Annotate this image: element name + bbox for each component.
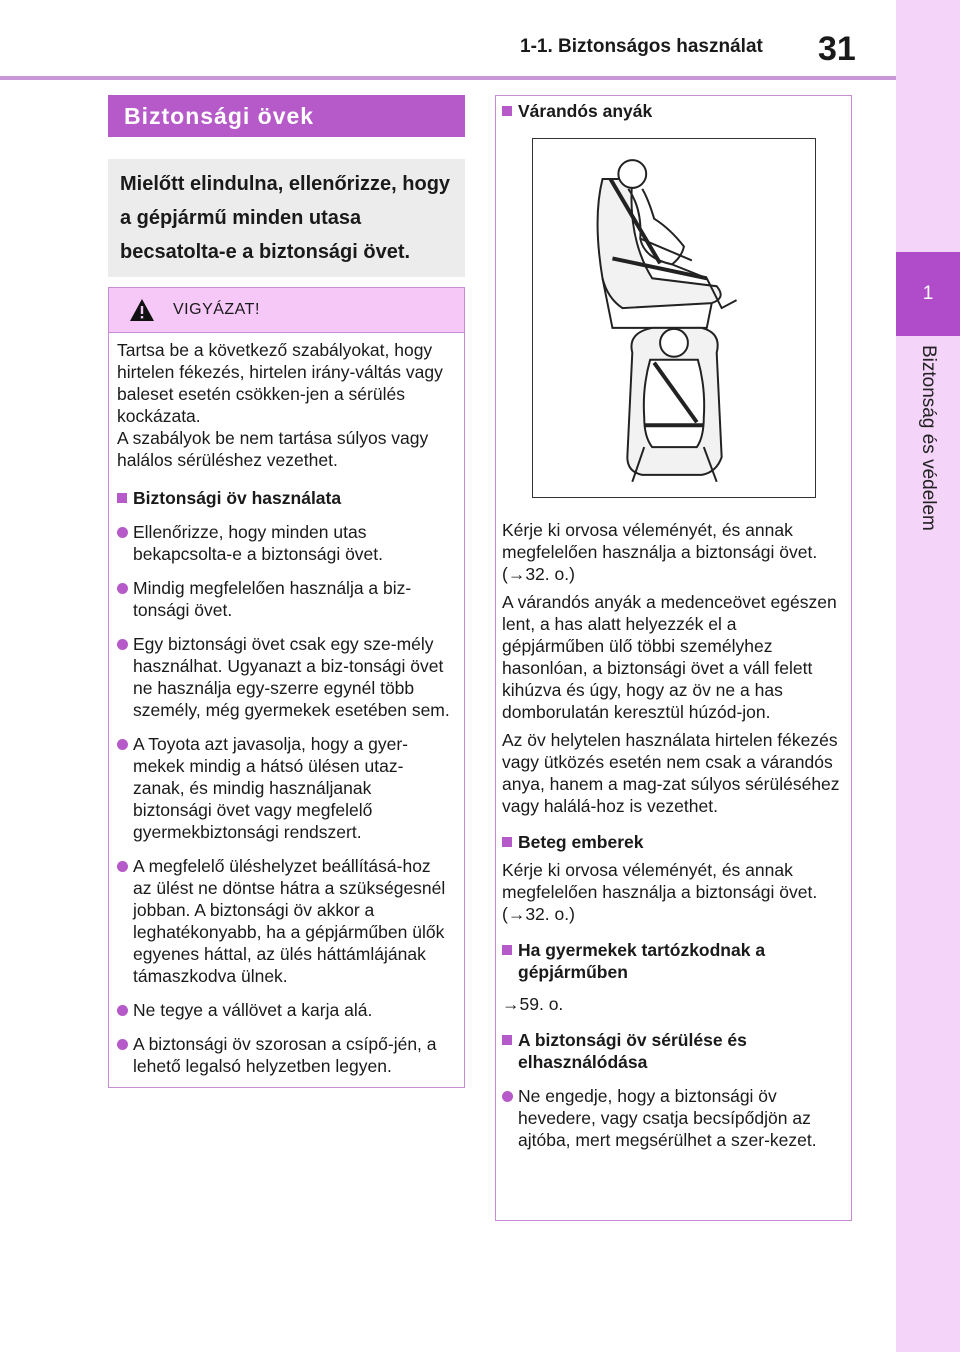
children-heading (502, 939, 841, 983)
heading-text: A biztonsági öv sérülése és elhasználódása (518, 1030, 747, 1072)
list-item (117, 1033, 452, 1077)
list-item (117, 999, 452, 1021)
pregnant-heading (502, 100, 841, 122)
circle-bullet-icon (117, 739, 128, 750)
list-item (117, 855, 452, 987)
warning-intro-text: Tartsa be a következő szabályokat, hogy hirtelen fékezés, hirtelen irány-váltás vagy baleset esetén csökken-jen a sérülés kockázata. (117, 340, 443, 426)
subheading-text: Biztonsági öv használata (133, 488, 342, 508)
list-item-text: Ne tegye a vállövet a karja alá. (133, 1000, 373, 1020)
square-bullet-icon (502, 945, 512, 955)
list-item (117, 521, 452, 565)
warning-header (109, 288, 464, 333)
damage-heading (502, 1029, 841, 1073)
heading-text: Ha gyermekek tartózkodnak a gépjárműben (518, 940, 766, 982)
list-item (117, 577, 452, 621)
circle-bullet-icon (117, 861, 128, 872)
header-title: 1-1. Biztonságos használat (520, 36, 763, 57)
square-bullet-icon (502, 1035, 512, 1045)
list-item (117, 633, 452, 721)
list-item-text: Egy biztonsági övet csak egy sze-mély használhat. Ugyanazt a biz-tonsági övet ne használja egy-szerre egynél több személy, még gyermekek esetében sem. (133, 634, 450, 720)
list-item-text: Ne engedje, hogy a biztonsági öv hevedere, vagy csatja becsípődjön az ajtóba, mert megsérülhet a szer-kezet. (518, 1086, 817, 1150)
page-reference: →59. o. (502, 994, 564, 1014)
page-number: 31 (818, 30, 856, 68)
list-item (502, 1085, 841, 1151)
circle-bullet-icon (502, 1091, 513, 1102)
warning-body (109, 333, 464, 1087)
pregnant-seatbelt-illustration (532, 138, 816, 498)
warning-title: VIGYÁZAT! (173, 301, 260, 318)
list-item-text: Ellenőrizze, hogy minden utas bekapcsolta-e a biztonsági övet. (133, 522, 384, 564)
square-bullet-icon (117, 493, 127, 503)
header-rule (0, 76, 896, 80)
list-item-text: Mindig megfelelően használja a biz-tonsági övet. (133, 578, 412, 620)
paragraph: Kérje ki orvosa véleményét, és annak megfelelően használja a biztonsági övet. (→32. o.) (502, 520, 818, 584)
chapter-title-tab[interactable]: Biztonság és védelem (918, 345, 939, 531)
warning-subheading (117, 487, 452, 509)
paragraph: Kérje ki orvosa véleményét, és annak megfelelően használja a biztonsági övet. (→32. o.) (502, 860, 818, 924)
left-column (108, 95, 465, 1088)
square-bullet-icon (502, 106, 512, 116)
circle-bullet-icon (117, 1039, 128, 1050)
warning-intro-text: A szabályok be nem tartása súlyos vagy halálos sérüléshez vezethet. (117, 428, 429, 470)
paragraph: A várandós anyák a medenceövet egészen lent, a has alatt helyezzék el a gépjárműben ülő többi személyhez hasonlóan, a biztonsági övet a váll felett kihúzva és úgy, hogy az öv ne a has domborulatán keresztül húzód-jon. (502, 592, 837, 722)
list-item-text: A megfelelő üléshelyzet beállításá-hoz az ülést ne döntse hátra a szükségesnél jobban. A biztonsági öv akkor a leghatékonyabb, ha a gépjárműben ülők egyenes háttal, az ülés háttámlájának támaszkodva ülnek. (133, 856, 446, 986)
right-column (495, 95, 852, 1221)
warning-triangle-icon (129, 298, 155, 322)
circle-bullet-icon (117, 1005, 128, 1016)
warning-box (108, 287, 465, 1088)
side-tab-top (896, 0, 960, 252)
list-item (117, 733, 452, 843)
chapter-number-tab[interactable]: 1 (896, 252, 960, 336)
section-title: Biztonsági övek (108, 95, 465, 137)
heading-text: Beteg emberek (518, 832, 644, 852)
circle-bullet-icon (117, 639, 128, 650)
list-item-text: A Toyota azt javasolja, hogy a gyer-mekek mindig a hátsó ülésen utaz-zanak, és mindig használjanak biztonsági övet vagy megfelelő gyermekbiztonsági rendszert. (133, 734, 408, 842)
circle-bullet-icon (117, 527, 128, 538)
heading-text: Várandós anyák (518, 101, 653, 121)
paragraph: Az öv helytelen használata hirtelen fékezés vagy ütközés esetén nem csak a várandós anya, hanem a mag-zat súlyos sérüléséhez vagy halálá-hoz is vezethet. (502, 730, 840, 816)
sick-heading (502, 831, 841, 853)
list-item-text: A biztonsági öv szorosan a csípő-jén, a lehető legalsó helyzetben legyen. (133, 1034, 437, 1076)
circle-bullet-icon (117, 583, 128, 594)
square-bullet-icon (502, 837, 512, 847)
section-intro: Mielőtt elindulna, ellenőrizze, hogy a gépjármű minden utasa becsatolta-e a biztonsági övet. (108, 159, 465, 277)
